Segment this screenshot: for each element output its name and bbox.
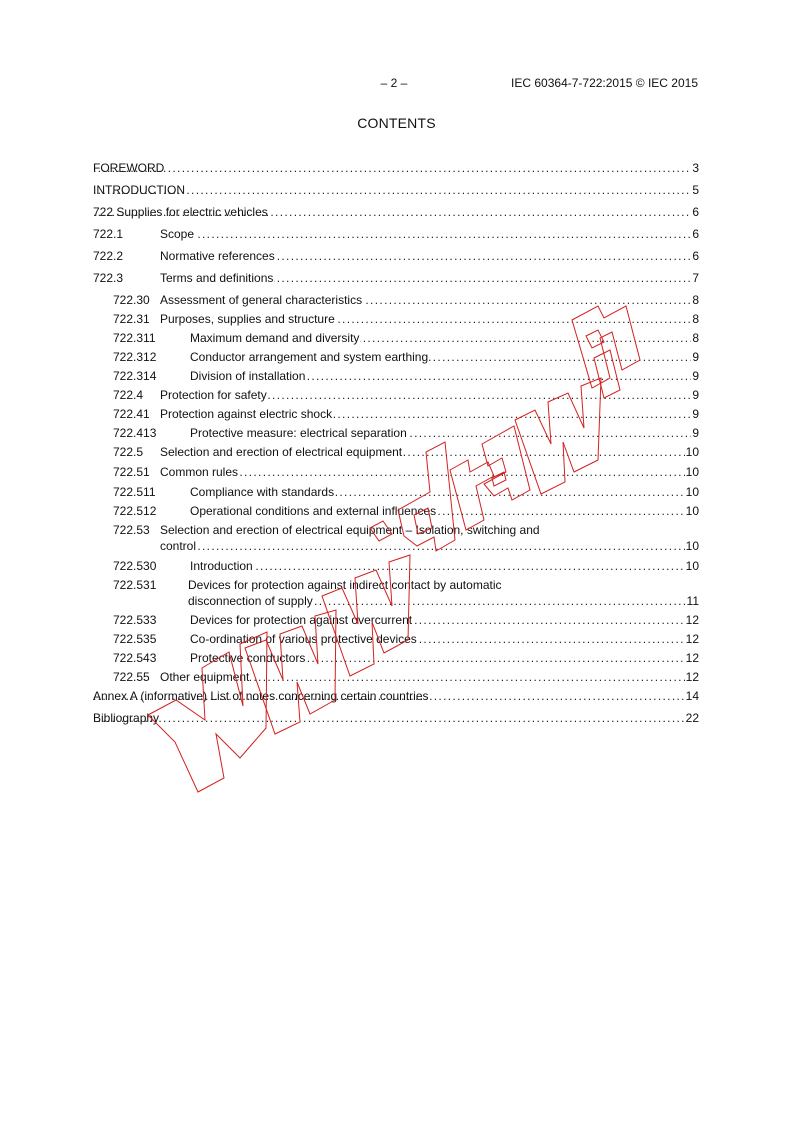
toc-page-number: 12 (685, 613, 699, 627)
toc-entry-title: Normative references (160, 249, 275, 263)
toc-entry[interactable] (93, 484, 699, 500)
toc-entry[interactable] (93, 368, 699, 384)
toc-entry[interactable] (93, 688, 699, 704)
toc-entry[interactable] (93, 406, 699, 422)
toc-leader (93, 204, 699, 220)
toc-entry-number: 722 Supplies for electric vehicles (93, 205, 268, 219)
toc-entry-title: Operational conditions and external influences (190, 504, 437, 518)
toc-entry-title: Devices for protection against overcurrent (190, 613, 413, 627)
toc-entry[interactable] (93, 631, 699, 647)
toc-page-number: 10 (685, 504, 699, 518)
toc-entry-title: Other equipment (160, 670, 250, 684)
toc-leader (190, 612, 699, 628)
toc-page-number: . . . 14 (685, 689, 699, 703)
toc-entry-title: Selection and erection of electrical equipment (160, 445, 403, 459)
toc-entry-number: 722.5 (113, 445, 144, 459)
toc-entry-title: Common rules (160, 465, 239, 479)
toc-entry-number: 722.533 (113, 613, 157, 627)
toc-entry-number: 722.30 (113, 293, 150, 307)
toc-entry-title-continued: control (160, 539, 197, 553)
toc-entry[interactable] (93, 204, 699, 220)
toc-leader (190, 631, 699, 647)
toc-entry-number: 722.535 (113, 632, 157, 646)
toc-leader (160, 387, 699, 403)
toc-leader (93, 182, 699, 198)
toc-page-number: 10 (685, 559, 699, 573)
toc-leader (160, 292, 699, 308)
toc-entry-title: Protection for safety (160, 388, 267, 402)
toc-entry[interactable] (93, 425, 699, 441)
toc-page-number: 7 (692, 271, 699, 285)
toc-leader (160, 311, 699, 327)
toc-leader (160, 464, 699, 480)
toc-leader (190, 349, 699, 365)
toc-page-number: . . . 6 (692, 205, 699, 219)
toc-entry-number: 722.2 (93, 249, 124, 263)
toc-entry-title: Terms and definitions (160, 271, 274, 285)
toc-entry-title: Conductor arrangement and system earthing (190, 350, 429, 364)
toc-page-number: 8 (692, 331, 699, 345)
toc-page-number: 9 (692, 369, 699, 383)
toc-page-number: 11 (686, 594, 699, 608)
toc-entry-number: 722.413 (113, 426, 157, 440)
toc-leader (93, 160, 699, 176)
toc-page-number: 9 (692, 426, 699, 440)
toc-entry-title: Protective conductors (190, 651, 306, 665)
toc-entry-title: Maximum demand and diversity (190, 331, 360, 345)
toc-page-number: 6 (692, 227, 699, 241)
toc-entry-number: 722.530 (113, 559, 157, 573)
toc-entry-number: 722.1 (93, 227, 124, 241)
toc-entry-number: 722.53 (113, 523, 150, 537)
toc-entry-number: 722.531 (113, 578, 157, 592)
toc-entry-title: Protective measure: electrical separation (190, 426, 407, 440)
toc-entry-number: 722.4 (113, 388, 144, 402)
toc-leader (190, 330, 699, 346)
toc-page-number: 8 (692, 312, 699, 326)
toc-leader (160, 669, 699, 685)
toc-entry-number: 722.314 (113, 369, 157, 383)
toc-leader (160, 444, 699, 460)
toc-entry-number: 722.543 (113, 651, 157, 665)
toc-leader (190, 368, 699, 384)
toc-leader (160, 248, 699, 264)
toc-entry-number: 722.512 (113, 504, 157, 518)
toc-page-number: 12 (685, 632, 699, 646)
toc-leader (160, 538, 699, 554)
toc-leader (190, 558, 699, 574)
toc-entry[interactable] (93, 226, 699, 242)
toc-page-number: 10 (685, 465, 699, 479)
toc-entry[interactable] (93, 503, 699, 519)
toc-entry[interactable] (93, 464, 699, 480)
toc-leader (160, 226, 699, 242)
toc-entry-title: Compliance with standards (190, 485, 335, 499)
toc-entry[interactable] (93, 669, 699, 685)
toc-page-number: . . . 5 (692, 183, 699, 197)
toc-page-number: 9 (692, 407, 699, 421)
toc-entry[interactable] (93, 444, 699, 460)
toc-page-number: . . . 3 (692, 161, 699, 175)
toc-entry-title: Scope (160, 227, 195, 241)
toc-leader (190, 503, 699, 519)
toc-entry-title: Devices for protection against indirect contact by automatic (188, 578, 502, 592)
toc-page-number: 6 (692, 249, 699, 263)
toc-leader (190, 650, 699, 666)
toc-entry[interactable] (93, 577, 699, 609)
toc-entry-number: Annex A (informative) List of notes concerning certain countries (93, 689, 429, 703)
toc-entry[interactable] (93, 650, 699, 666)
toc-entry-title: Co-ordination of various protective devices (190, 632, 417, 646)
contents-title: CONTENTS (357, 115, 436, 131)
toc-leader (93, 688, 699, 704)
toc-page-number: 9 (692, 388, 699, 402)
toc-entry[interactable] (93, 160, 699, 176)
toc-entry[interactable] (93, 330, 699, 346)
toc-entry-number: 722.511 (113, 485, 156, 499)
toc-page-number: 12 (685, 670, 699, 684)
toc-entry[interactable] (93, 558, 699, 574)
toc-entry-title: Assessment of general characteristics (160, 293, 363, 307)
toc-entry-number: Bibliography (93, 711, 160, 725)
toc-entry-number: 722.51 (113, 465, 150, 479)
toc-page-number: 10 (685, 485, 699, 499)
toc-entry[interactable] (93, 248, 699, 264)
toc-entry[interactable] (93, 710, 699, 726)
toc-entry-title-continued: disconnection of supply (188, 594, 313, 608)
toc-entry[interactable] (93, 292, 699, 308)
toc-entry[interactable] (93, 612, 699, 628)
toc-page-number: 10 (685, 445, 699, 459)
toc-page-number: 9 (692, 350, 699, 364)
toc-entry[interactable] (93, 182, 699, 198)
document-id: IEC 60364-7-722:2015 © IEC 2015 (511, 76, 698, 90)
toc-entry[interactable] (93, 387, 699, 403)
toc-leader (160, 406, 699, 422)
toc-entry-number: 722.41 (113, 407, 150, 421)
toc-entry-title: Selection and erection of electrical equipment – Isolation, switching and (160, 523, 540, 537)
toc-entry-number: 722.3 (93, 271, 124, 285)
toc-page-number: 12 (685, 651, 699, 665)
toc-entry-number: INTRODUCTION (93, 183, 185, 197)
toc-leader (190, 425, 699, 441)
toc-entry[interactable] (93, 270, 699, 286)
toc-entry[interactable] (93, 522, 699, 554)
toc-entry[interactable] (93, 349, 699, 365)
toc-page-number: 10 (685, 539, 699, 553)
toc-entry-title: Division of installation (190, 369, 306, 383)
toc-leader (93, 710, 699, 726)
page-header (0, 76, 793, 92)
toc-entry-title: Purposes, supplies and structure (160, 312, 335, 326)
toc-entry[interactable] (93, 311, 699, 327)
toc-page-number: . . . 22 (685, 711, 699, 725)
toc-entry-title: Introduction (190, 559, 253, 573)
toc-leader (190, 484, 699, 500)
toc-entry-title: Protection against electric shock (160, 407, 333, 421)
toc-entry-number: 722.31 (113, 312, 150, 326)
toc-entry-number: 722.312 (113, 350, 157, 364)
toc-page-number: 8 (692, 293, 699, 307)
toc-entry-number: FOREWORD (93, 161, 165, 175)
toc-leader (160, 270, 699, 286)
toc-entry-number: 722.55 (113, 670, 150, 684)
page-number: – 2 – (380, 76, 408, 90)
toc-entry-number: 722.311 (113, 331, 156, 345)
toc-leader (188, 593, 699, 609)
